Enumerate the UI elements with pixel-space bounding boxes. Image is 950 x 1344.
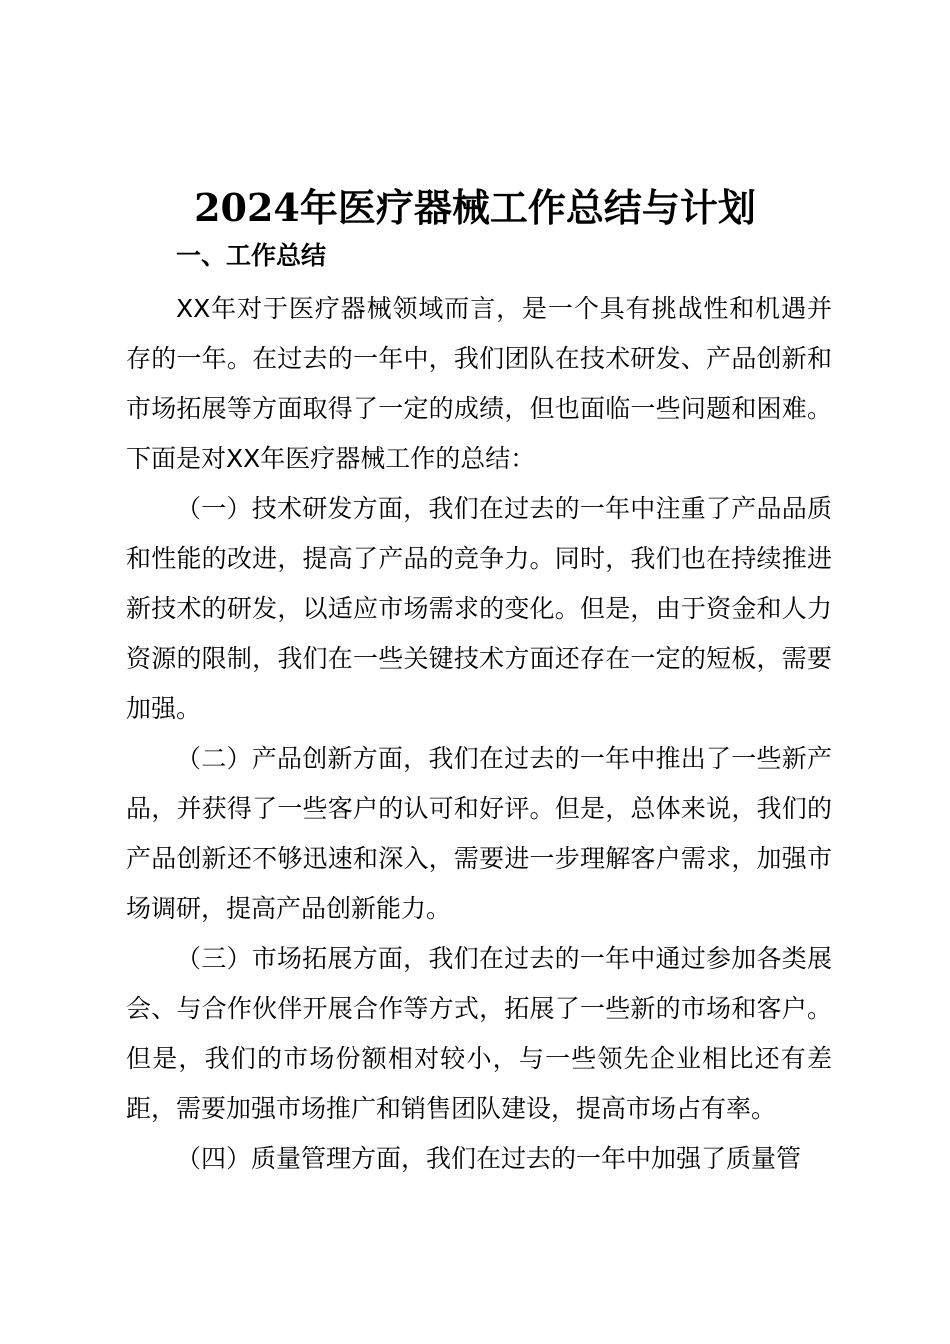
document-body: [126, 284, 832, 1184]
paragraph-market-expansion: （三）市场拓展方面，我们在过去的一年中通过参加各类展会、与合作伙伴开展合作等方式，拓展了一些新的市场和客户。但是，我们的市场份额相对较小，与一些领先企业相比还有差距，需要加强市场推广和销售团队建设，提高市场占有率。: [126, 944, 832, 1123]
paragraph-quality-management: （四）质量管理方面，我们在过去的一年中加强了质量管: [176, 1144, 802, 1173]
document-title: 2024年医疗器械工作总结与计划: [194, 185, 756, 230]
section-heading: 一、工作总结: [176, 241, 327, 270]
paragraph-intro: XX年对于医疗器械领域而言，是一个具有挑战性和机遇并存的一年。在过去的一年中，我们团队在技术研发、产品创新和市场拓展等方面取得了一定的成绩，但也面临一些问题和困难。下面是对XX年医疗器械工作的总结：: [126, 294, 832, 473]
paragraph-product-innovation: （二）产品创新方面，我们在过去的一年中推出了一些新产品，并获得了一些客户的认可和好评。但是，总体来说，我们的产品创新还不够迅速和深入，需要进一步理解客户需求，加强市场调研，提高产品创新能力。: [126, 744, 832, 923]
paragraph-tech-rd: （一）技术研发方面，我们在过去的一年中注重了产品品质和性能的改进，提高了产品的竞争力。同时，我们也在持续推进新技术的研发，以适应市场需求的变化。但是，由于资金和人力资源的限制，我们在一些关键技术方面还存在一定的短板，需要加强。: [126, 494, 832, 723]
